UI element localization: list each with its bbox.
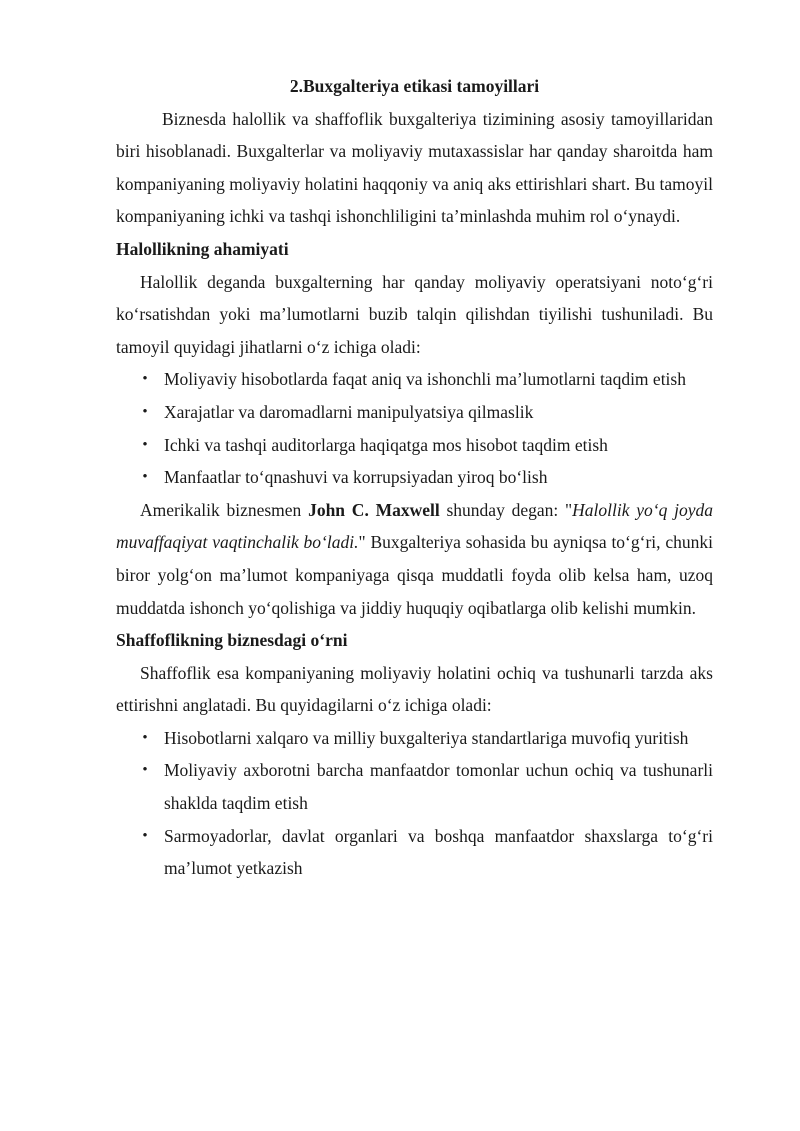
bullet-icon: •	[142, 436, 148, 453]
bullet-icon: •	[142, 403, 148, 420]
document-page	[116, 70, 713, 885]
quote-author: John C. Maxwell	[308, 499, 440, 520]
honesty-paragraph: Halollik deganda buxgalterning har qanday moliyaviy operatsiyani noto‘g‘ri ko‘rsatishdan yoki ma’lumotlarni buzib talqin qilishdan tiyilishi tushuniladi. Bu tamoyil quyidagi jihatlarni o‘z ichiga oladi:	[116, 271, 713, 357]
quote-paragraph	[116, 494, 713, 624]
intro-paragraph: Biznesda halollik va shaffoflik buxgalteriya tizimining asosiy tamoyillaridan biri hisoblanadi. Buxgalterlar va moliyaviy mutaxassislar har qanday sharoitda ham kompaniyaning moliyaviy holatini haqqoniy va aniq aks ettirishlari shart. Bu tamoyil kompaniyaning ichki va tashqi ishonchliligini ta’minlashda muhim rol o‘ynaydi.	[116, 108, 713, 227]
bullet-icon: •	[142, 729, 148, 746]
list-item	[116, 754, 713, 819]
list-item	[116, 820, 713, 885]
list-item-text: Ichki va tashqi auditorlarga haqiqatga mos hisobot taqdim etish	[164, 434, 608, 455]
section-heading-honesty: Halollikning ahamiyati	[116, 238, 289, 259]
list-item	[116, 429, 713, 462]
list-item	[116, 722, 713, 755]
section-heading-transparency: Shaffoflikning biznesdagi o‘rni	[116, 630, 348, 651]
list-item	[116, 363, 713, 396]
bullet-icon: •	[142, 371, 148, 388]
bullet-icon: •	[142, 469, 148, 486]
page-title: 2.Buxgalteriya etikasi tamoyillari	[289, 76, 540, 96]
list-item-text: Moliyaviy hisobotlarda faqat aniq va ishonchli ma’lumotlarni taqdim etish	[164, 369, 686, 390]
list-item-text: Sarmoyadorlar, davlat organlari va boshqa manfaatdor shaxslarga to‘g‘ri ma’lumot yetkazish	[164, 825, 713, 879]
bullet-icon: •	[142, 762, 148, 779]
list-item-text: Hisobotlarni xalqaro va milliy buxgalteriya standartlariga muvofiq yuritish	[164, 727, 689, 748]
quote-intro-text: Amerikalik biznesmen	[140, 499, 309, 520]
honesty-bullet-list	[116, 363, 713, 493]
quote-text: Halollik yo‘q joyda muvaffaqiyat vaqtinchalik bo‘ladi.	[116, 499, 714, 553]
transparency-bullet-list	[116, 722, 713, 885]
list-item-text: Manfaatlar to‘qnashuvi va korrupsiyadan yiroq bo‘lish	[164, 467, 548, 488]
list-item-text: Moliyaviy axborotni barcha manfaatdor tomonlar uchun ochiq va tushunarli shaklda taqdim etish	[164, 760, 713, 814]
bullet-icon: •	[142, 827, 148, 844]
list-item	[116, 461, 713, 494]
quote-followup-text: " Buxgalteriya sohasida bu ayniqsa to‘g‘ri, chunki biror yolg‘on ma’lumot kompaniyaga qisqa muddatli foyda olib kelsa ham, uzoq muddatda ishonch yo‘qolishiga va jiddiy huquqiy oqibatlarga olib kelishi mumkin.	[116, 532, 713, 618]
quote-lead-text: shunday degan: "	[439, 499, 573, 520]
transparency-paragraph: Shaffoflik esa kompaniyaning moliyaviy holatini ochiq va tushunarli tarzda aks ettirishni anglatadi. Bu quyidagilarni o‘z ichiga oladi:	[116, 662, 713, 716]
list-item	[116, 396, 713, 429]
list-item-text: Xarajatlar va daromadlarni manipulyatsiya qilmaslik	[164, 401, 534, 422]
